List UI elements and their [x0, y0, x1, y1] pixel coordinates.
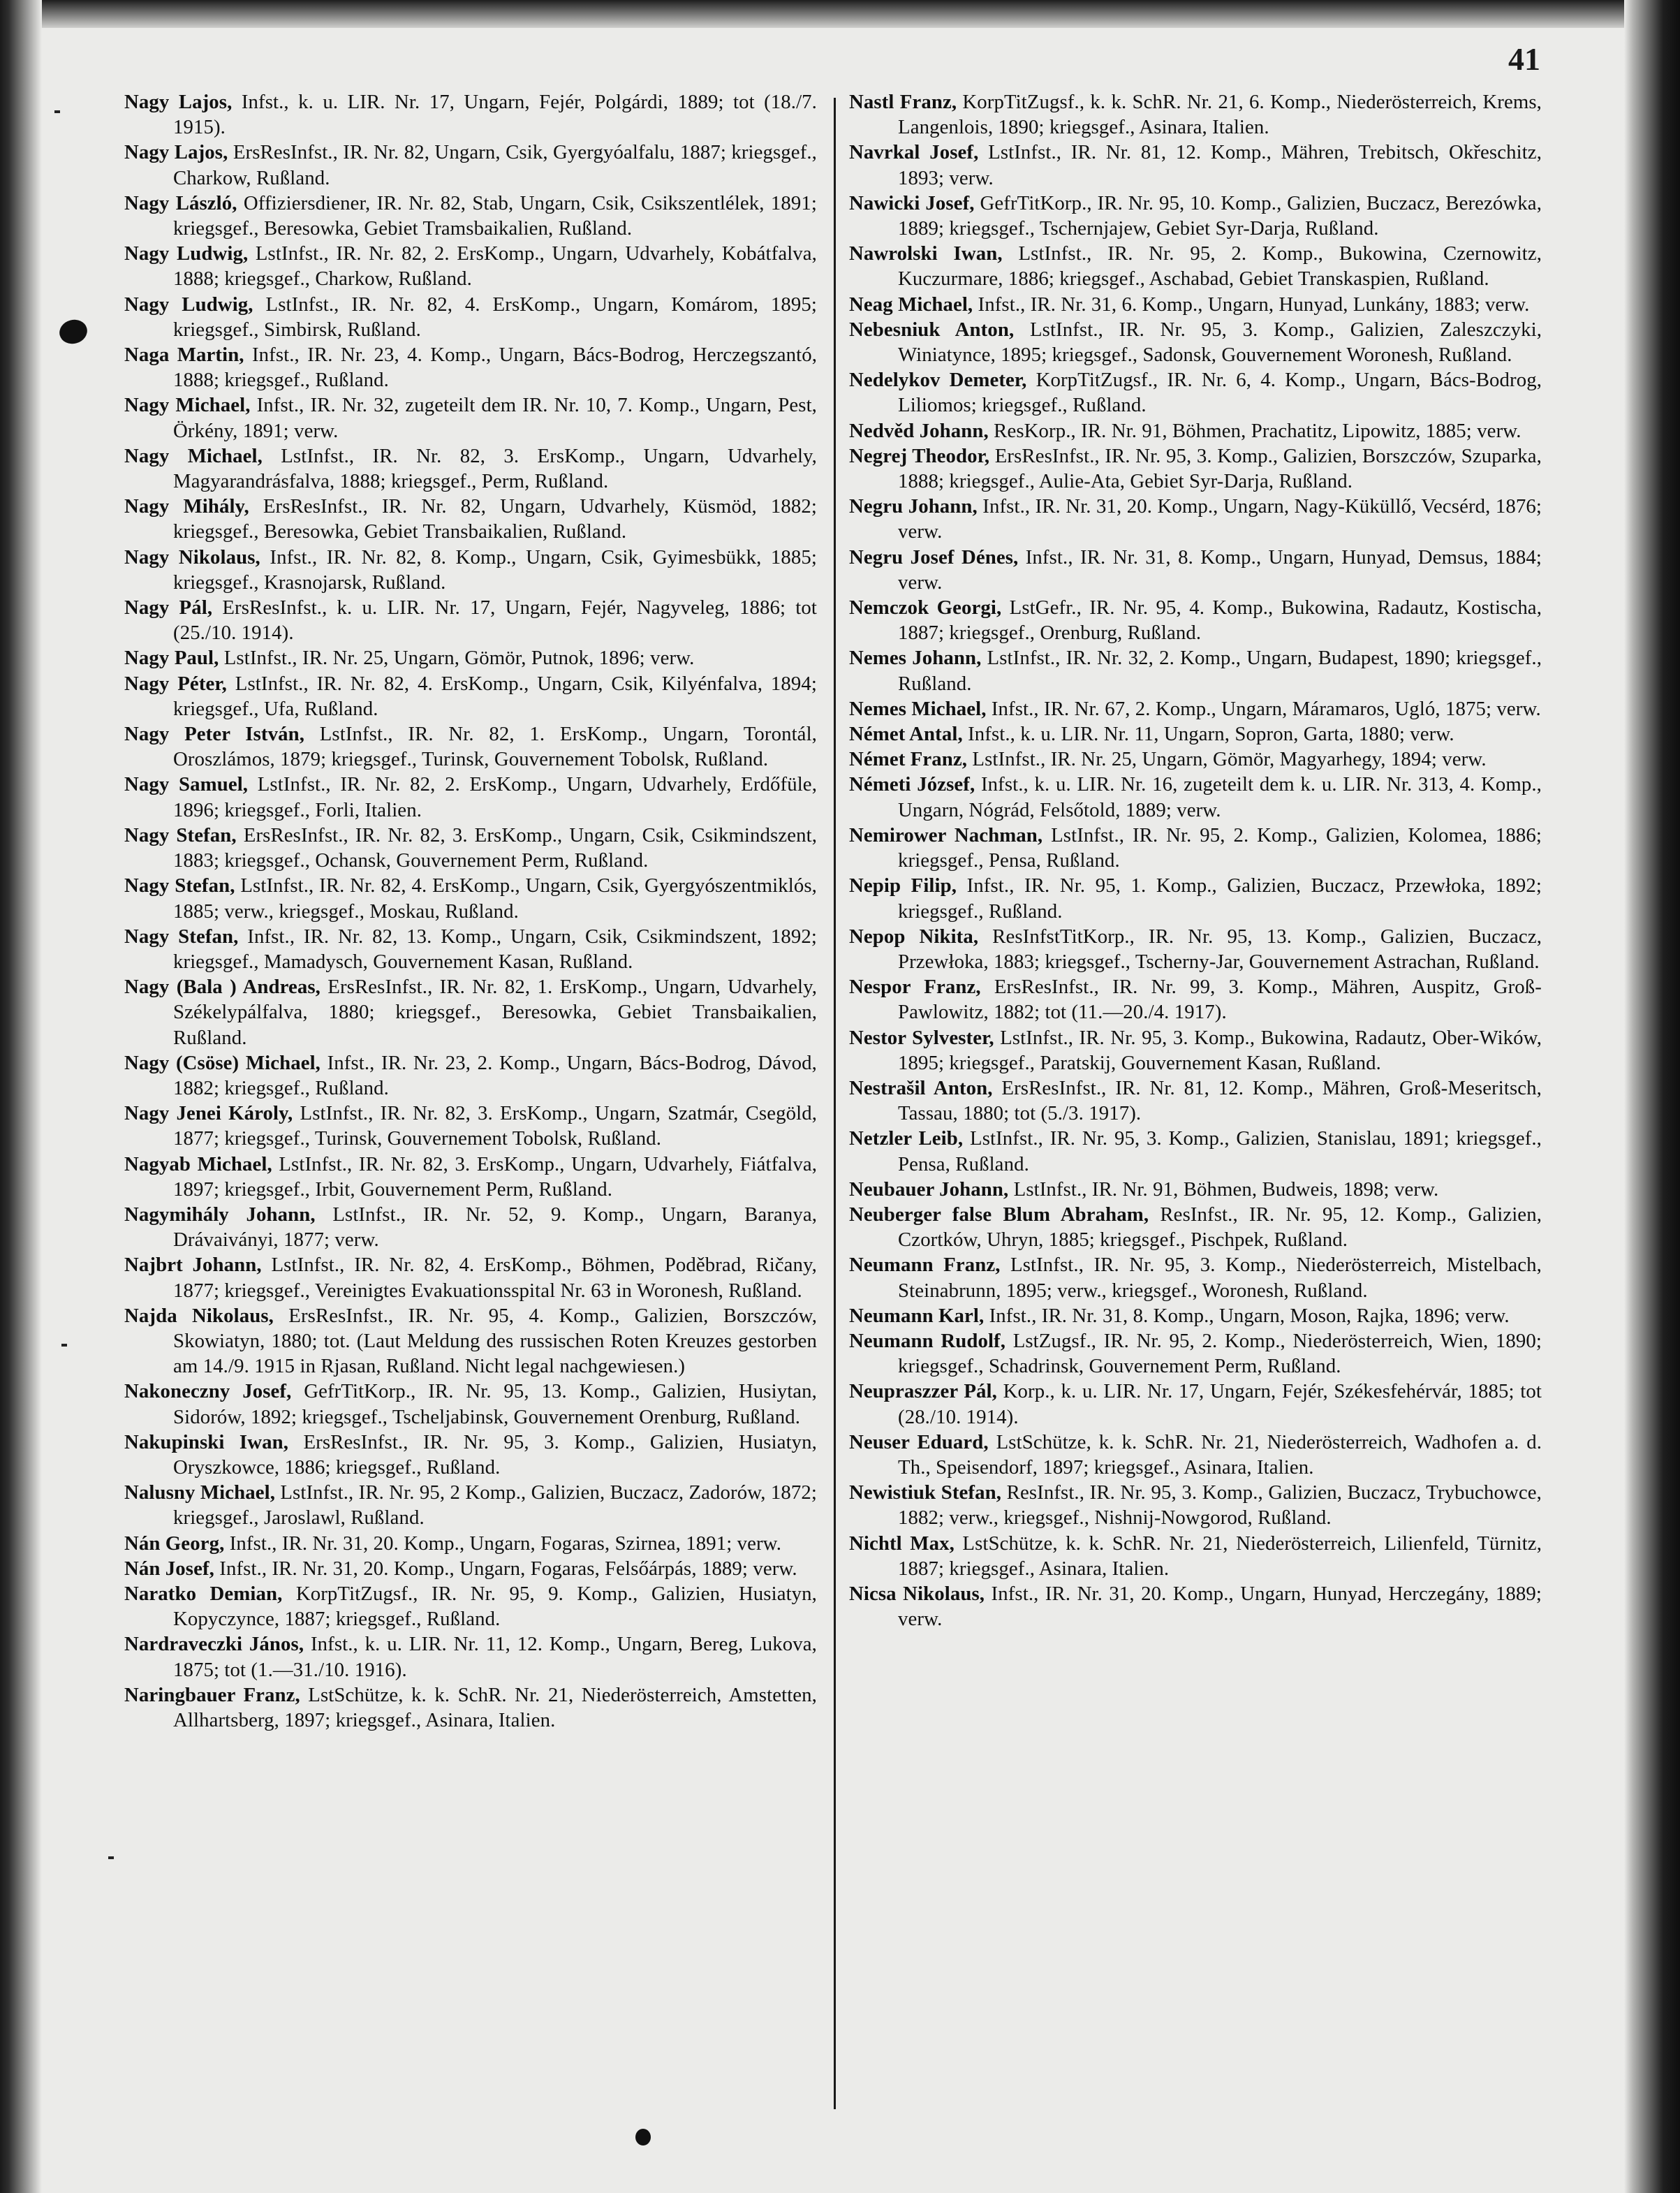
entry	[124, 1202, 817, 1252]
entry	[849, 140, 1542, 190]
entry-name: Nestrašil Anton,	[849, 1076, 993, 1099]
entry-name: Nagy Michael,	[124, 394, 251, 417]
entry-name: Nagymihály Johann,	[124, 1203, 316, 1226]
entry	[849, 1430, 1542, 1480]
entry-name: Naga Martin,	[124, 344, 244, 367]
scan-edge-top	[0, 0, 1680, 28]
entry-name: Najbrt Johann,	[124, 1254, 262, 1277]
entry	[124, 1252, 817, 1303]
entry	[124, 823, 817, 873]
entry-details: LstZugsf., IR. Nr. 95, 2. Komp., Niederösterreich, Wien, 1890; kriegsgef., Schadrinsk, Gouvernement Perm, Rußland.	[898, 1329, 1542, 1378]
entry	[849, 545, 1542, 595]
entry-name: Nestor Sylvester,	[849, 1026, 994, 1049]
entry-name: Nepip Filip,	[849, 874, 957, 897]
entry-name: Nebesniuk Anton,	[849, 318, 1015, 341]
entry-name: Nagyab Michael,	[124, 1152, 272, 1175]
entry-name: Navrkal Josef,	[849, 141, 979, 164]
entry	[124, 140, 817, 190]
entry	[849, 1581, 1542, 1631]
entry-details: KorpTitZugsf., k. k. SchR. Nr. 21, 6. Komp., Niederösterreich, Krems, Langenlois, 1890; kriegsgef., Asinara, Italien.	[898, 91, 1542, 139]
entry-details: LstInfst., IR. Nr. 82, 4. ErsKomp., Ungarn, Komárom, 1895; kriegsgef., Simbirsk, Rußland.	[173, 293, 817, 341]
page-number: 41	[1508, 41, 1540, 77]
entry-name: Nagy (Bala ) Andreas,	[124, 976, 320, 999]
entry-name: Nakoneczny Josef,	[124, 1380, 292, 1403]
entry	[124, 1101, 817, 1151]
ink-blot-mark	[57, 316, 89, 346]
entry	[124, 1531, 817, 1556]
entry-details: ResInfst., IR. Nr. 95, 3. Komp., Galizien, Buczacz, Trybuchowce, 1882; verw., kriegsgef., Nishnij-Nowgorod, Rußland.	[898, 1481, 1542, 1530]
entry	[849, 645, 1542, 696]
entry-details: Infst., IR. Nr. 31, 20. Komp., Ungarn, Nagy-Küküllő, Vecsérd, 1876; verw.	[898, 495, 1542, 543]
entry	[849, 747, 1542, 772]
entry-name: Nagy Ludwig,	[124, 242, 249, 265]
entry-name: Német Antal,	[849, 723, 963, 746]
entry-details: Infst., IR. Nr. 95, 1. Komp., Galizien, Buczacz, Przewłoka, 1892; kriegsgef., Rußland.	[898, 874, 1542, 923]
entry-details: ResInfstTitKorp., IR. Nr. 95, 13. Komp., Galizien, Buczacz, Przewłoka, 1883; kriegsgef., Tscherny-Jar, Gouvernement Astrachan, Rußland.	[898, 925, 1542, 973]
scan-speck	[108, 1856, 114, 1859]
entry-name: Netzler Leib,	[849, 1127, 964, 1150]
entry-details: LstInfst., IR. Nr. 82, 4. ErsKomp., Ungarn, Csik, Gyergyószentmiklós, 1885; verw., kriegsgef., Moskau, Rußland.	[173, 874, 817, 923]
entry-details: LstInfst., IR. Nr. 82, 2. ErsKomp., Ungarn, Udvarhely, Erdőfüle, 1896; kriegsgef., Forli, Italien.	[173, 773, 817, 821]
scan-speck	[54, 110, 60, 113]
entry	[849, 1379, 1542, 1429]
entry	[849, 721, 1542, 747]
entry-name: Nichtl Max,	[849, 1532, 955, 1555]
entry-name: Nepop Nikita,	[849, 925, 979, 948]
entry-details: LstInfst., IR. Nr. 82, 4. ErsKomp., Böhmen, Poděbrad, Ričany, 1877; kriegsgef., Vereinigtes Evakuationsspital Nr. 63 in Woronesh, Rußland.	[173, 1254, 817, 1302]
entry	[124, 721, 817, 772]
entry	[124, 595, 817, 645]
entry-name: Neuser Eduard,	[849, 1430, 989, 1453]
entry-details: LstInfst., IR. Nr. 81, 12. Komp., Mähren, Trebitsch, Okřeschitz, 1893; verw.	[898, 141, 1542, 189]
entry	[849, 696, 1542, 721]
entry	[849, 1480, 1542, 1530]
entry-name: Nagy Pál,	[124, 596, 213, 619]
entry-details: LstInfst., IR. Nr. 91, Böhmen, Budweis, 1898; verw.	[1013, 1178, 1439, 1201]
entry	[849, 443, 1542, 494]
entry-name: Nagy Péter,	[124, 672, 227, 695]
entry-details: ErsResInfst., IR. Nr. 82, Ungarn, Csik, Gyergyóalfalu, 1887; kriegsgef., Charkow, Rußland.	[173, 141, 817, 189]
entry	[124, 342, 817, 393]
entry	[124, 393, 817, 443]
entry	[124, 1682, 817, 1733]
entry	[124, 1581, 817, 1631]
entry-name: Nicsa Nikolaus,	[849, 1582, 985, 1605]
entry	[849, 924, 1542, 974]
entry-details: LstGefr., IR. Nr. 95, 4. Komp., Bukowina, Radautz, Kostischa, 1887; kriegsgef., Orenburg, Rußland.	[898, 596, 1542, 645]
entry-name: Nawrolski Iwan,	[849, 242, 1003, 265]
entry-name: Nedvěd Johann,	[849, 419, 989, 442]
entry-details: KorpTitZugsf., IR. Nr. 6, 4. Komp., Ungarn, Bács-Bodrog, Liliomos; kriegsgef., Rußland.	[898, 369, 1542, 417]
entry-name: Nagy Stefan,	[124, 874, 235, 897]
entry-name: Nagy Peter István,	[124, 723, 305, 746]
scan-edge-left	[0, 0, 42, 2193]
entry	[124, 494, 817, 544]
entry	[124, 1379, 817, 1429]
entry-details: KorpTitZugsf., IR. Nr. 95, 9. Komp., Galizien, Husiatyn, Kopyczynce, 1887; kriegsgef., Rußland.	[173, 1582, 817, 1631]
entry-name: Nemes Michael,	[849, 697, 987, 720]
entry-details: ErsResInfst., IR. Nr. 82, Ungarn, Udvarhely, Küsmöd, 1882; kriegsgef., Beresowka, Gebiet Transbaikalien, Rußland.	[173, 495, 817, 543]
entry-details: LstInfst., IR. Nr. 82, 3. ErsKomp., Ungarn, Udvarhely, Magyarandrásfalva, 1888; kriegsgef., Perm, Rußland.	[173, 444, 817, 493]
entry	[124, 1303, 817, 1379]
entry-details: Infst., IR. Nr. 82, 13. Komp., Ungarn, Csik, Csikmindszent, 1892; kriegsgef., Mamadysch, Gouvernement Kasan, Rußland.	[173, 925, 817, 973]
entry-name: Német Franz,	[849, 748, 968, 771]
entry	[849, 191, 1542, 241]
entry-details: LstInfst., IR. Nr. 52, 9. Komp., Ungarn, Baranya, Drávaiványi, 1877; verw.	[173, 1203, 818, 1252]
entry-details: Infst., IR. Nr. 31, 20. Komp., Ungarn, Fogaras, Szirnea, 1891; verw.	[229, 1532, 782, 1555]
entry	[849, 772, 1542, 822]
entry-details: Infst., IR. Nr. 67, 2. Komp., Ungarn, Máramaros, Ugló, 1875; verw.	[991, 697, 1541, 720]
entry	[849, 1531, 1542, 1581]
entry-details: ResInfst., IR. Nr. 95, 12. Komp., Galizien, Czortków, Uhryn, 1885; kriegsgef., Pischpek, Rußland.	[898, 1203, 1542, 1252]
entry-details: LstInfst., IR. Nr. 95, 2 Komp., Galizien, Buczacz, Zadorów, 1872; kriegsgef., Jaroslawl, Rußland.	[173, 1481, 817, 1530]
entry-name: Nagy Nikolaus,	[124, 545, 260, 569]
entry-details: Infst., IR. Nr. 31, 8. Komp., Ungarn, Hunyad, Demsus, 1884; verw.	[898, 545, 1542, 594]
entry	[124, 545, 817, 595]
entry-details: ErsResInfst., IR. Nr. 81, 12. Komp., Mähren, Groß-Meseritsch, Tassau, 1880; tot (5./3. 1917).	[898, 1076, 1542, 1125]
entry-name: Nardraveczki János,	[124, 1633, 304, 1656]
entry-details: GefrTitKorp., IR. Nr. 95, 10. Komp., Galizien, Buczacz, Berezówka, 1889; kriegsgef., Tschernjajew, Gebiet Syr-Darja, Rußland.	[898, 191, 1542, 240]
entry	[849, 1025, 1542, 1076]
entry-name: Naringbauer Franz,	[124, 1683, 300, 1706]
entry-details: LstInfst., IR. Nr. 95, 3. Komp., Niederösterreich, Mistelbach, Steinabrunn, 1895; verw., kriegsgef., Woronesh, Rußland.	[898, 1254, 1542, 1302]
entry-details: Infst., IR. Nr. 31, 6. Komp., Ungarn, Hunyad, Lunkány, 1883; verw.	[978, 293, 1530, 316]
entry-name: Naratko Demian,	[124, 1582, 283, 1605]
entry-details: LstInfst., IR. Nr. 82, 4. ErsKomp., Ungarn, Csik, Kilyénfalva, 1894; kriegsgef., Ufa, Rußland.	[173, 672, 818, 720]
entry-name: Nagy Michael,	[124, 444, 263, 467]
entry-details: Offiziersdiener, IR. Nr. 82, Stab, Ungarn, Csik, Csikszentlélek, 1891; kriegsgef., Beresowka, Gebiet Tramsbaikalien, Rußland.	[173, 191, 817, 240]
entry-details: Infst., IR. Nr. 82, 8. Komp., Ungarn, Csik, Gyimesbükk, 1885; kriegsgef., Krasnojarsk, Rußland.	[173, 545, 817, 594]
entry-details: LstInfst., IR. Nr. 82, 3. ErsKomp., Ungarn, Udvarhely, Fiátfalva, 1897; kriegsgef., Irbit, Gouvernement Perm, Rußland.	[173, 1152, 818, 1201]
entry	[849, 823, 1542, 873]
entry-name: Nagy László,	[124, 191, 237, 214]
entry-name: Nawicki Josef,	[849, 191, 975, 214]
entry-name: Nagy Jenei Károly,	[124, 1102, 293, 1125]
entry-details: Infst., IR. Nr. 23, 4. Komp., Ungarn, Bács-Bodrog, Herczegszantó, 1888; kriegsgef., Rußland.	[173, 344, 817, 392]
entry-details: ErsResInfst., IR. Nr. 95, 3. Komp., Galizien, Borszczów, Szuparka, 1888; kriegsgef., Aulie-Ata, Gebiet Syr-Darja, Rußland.	[898, 444, 1542, 493]
entry-details: LstInfst., IR. Nr. 95, 2. Komp., Bukowina, Czernowitz, Kuczurmare, 1886; kriegsgef., Aschabad, Gebiet Transkaspien, Rußland.	[898, 242, 1542, 291]
entry-name: Neumann Karl,	[849, 1304, 985, 1327]
entry	[124, 443, 817, 494]
entry-name: Nemczok Georgi,	[849, 596, 1002, 619]
entry-details: Infst., IR. Nr. 31, 20. Komp., Ungarn, Fogaras, Felsőárpás, 1889; verw.	[219, 1557, 797, 1580]
entry	[849, 1303, 1542, 1328]
entry-name: Negru Josef Dénes,	[849, 545, 1019, 569]
entry	[124, 1050, 817, 1101]
entry	[124, 292, 817, 342]
entry	[124, 924, 817, 974]
entry	[849, 1076, 1542, 1126]
entry	[124, 1556, 817, 1581]
entry-name: Nalusny Michael,	[124, 1481, 276, 1504]
entry-name: Nagy (Csöse) Michael,	[124, 1051, 320, 1074]
entry-details: LstInfst., IR. Nr. 25, Ungarn, Gömör, Putnok, 1896; verw.	[223, 647, 695, 670]
entry	[124, 1631, 817, 1682]
entry-details: ErsResInfst., IR. Nr. 95, 4. Komp., Galizien, Borszczów, Skowiatyn, 1880; tot. (Laut Meldung des russischen Roten Kreuzes gestorben am 14./9. 1915 in Rjasan, Rußland. Nicht legal nachgewiesen.)	[173, 1304, 817, 1378]
entry	[849, 1252, 1542, 1303]
entry-name: Németi József,	[849, 773, 975, 796]
entry-details: Infst., k. u. LIR. Nr. 16, zugeteilt dem k. u. LIR. Nr. 313, 4. Komp., Ungarn, Nógrád, Felsőtold, 1889; verw.	[898, 773, 1542, 821]
entry-details: GefrTitKorp., IR. Nr. 95, 13. Komp., Galizien, Husiytan, Sidorów, 1892; kriegsgef., Tscheljabinsk, Gouvernement Orenburg, Rußland.	[173, 1380, 817, 1428]
entry	[124, 1430, 817, 1480]
entry	[849, 595, 1542, 645]
entry-name: Neumann Rudolf,	[849, 1329, 1006, 1352]
entry-details: ErsResInfst., k. u. LIR. Nr. 17, Ungarn, Fejér, Nagyveleg, 1886; tot (25./10. 1914).	[173, 596, 817, 645]
entry	[124, 671, 817, 721]
entry-name: Newistiuk Stefan,	[849, 1481, 1002, 1504]
entry-details: LstInfst., IR. Nr. 95, 3. Komp., Galizien, Zaleszczyki, Winiatynce, 1895; kriegsgef., Sadonsk, Gouvernement Woronesh, Rußland.	[898, 318, 1542, 367]
entry-name: Neubauer Johann,	[849, 1178, 1009, 1201]
entry-details: LstInfst., IR. Nr. 82, 2. ErsKomp., Ungarn, Udvarhely, Kobátfalva, 1888; kriegsgef., Charkow, Rußland.	[173, 242, 817, 291]
entry-name: Najda Nikolaus,	[124, 1304, 274, 1327]
entry-name: Nastl Franz,	[849, 91, 957, 113]
entry-name: Neumann Franz,	[849, 1254, 1001, 1277]
column-divider	[834, 98, 836, 2109]
entry-name: Nespor Franz,	[849, 976, 981, 999]
entry-name: Nagy Paul,	[124, 647, 219, 670]
entry-name: Nemirower Nachman,	[849, 823, 1043, 846]
entry	[124, 873, 817, 923]
entry-details: ResKorp., IR. Nr. 91, Böhmen, Prachatitz, Lipowitz, 1885; verw.	[994, 419, 1521, 442]
entry	[124, 1480, 817, 1530]
entry-details: LstSchütze, k. k. SchR. Nr. 21, Niederösterreich, Wadhofen a. d. Th., Speisendorf, 1897; kriegsgef., Asinara, Italien.	[898, 1430, 1542, 1479]
entry-details: Infst., IR. Nr. 31, 20. Komp., Ungarn, Hunyad, Herczegány, 1889; verw.	[898, 1582, 1542, 1631]
right-column	[849, 89, 1542, 1631]
entry-details: LstSchütze, k. k. SchR. Nr. 21, Niederösterreich, Amstetten, Allhartsberg, 1897; kriegsgef., Asinara, Italien.	[173, 1683, 817, 1731]
entry-name: Nakupinski Iwan,	[124, 1430, 289, 1453]
entry	[124, 772, 817, 822]
entry-details: ErsResInfst., IR. Nr. 95, 3. Komp., Galizien, Husiatyn, Oryszkowce, 1886; kriegsgef., Rußland.	[173, 1430, 817, 1479]
entry-details: LstInfst., IR. Nr. 82, 3. ErsKomp., Ungarn, Szatmár, Csegöld, 1877; kriegsgef., Turinsk, Gouvernement Tobolsk, Rußland.	[173, 1102, 817, 1150]
entry-name: Nagy Lajos,	[124, 141, 228, 164]
scan-edge-right	[1624, 0, 1680, 2193]
entry-name: Nedelykov Demeter,	[849, 369, 1027, 392]
entry	[849, 1328, 1542, 1379]
entry-details: Infst., IR. Nr. 23, 2. Komp., Ungarn, Bács-Bodrog, Dávod, 1882; kriegsgef., Rußland.	[173, 1051, 817, 1099]
scan-speck	[61, 1344, 67, 1347]
entry-name: Neuberger false Blum Abraham,	[849, 1203, 1149, 1226]
entry	[849, 494, 1542, 544]
entry	[124, 241, 817, 291]
entry-details: LstInfst., IR. Nr. 32, 2. Komp., Ungarn, Budapest, 1890; kriegsgef., Rußland.	[898, 647, 1542, 695]
entry-name: Nagy Stefan,	[124, 823, 237, 846]
entry-details: ErsResInfst., IR. Nr. 82, 3. ErsKomp., Ungarn, Csik, Csikmindszent, 1883; kriegsgef., Ochansk, Gouvernement Perm, Rußland.	[173, 823, 818, 872]
entry-details: Infst., k. u. LIR. Nr. 11, 12. Komp., Ungarn, Bereg, Lukova, 1875; tot (1.—31./10. 1916).	[173, 1633, 817, 1681]
entry-name: Nagy Samuel,	[124, 773, 249, 796]
entry	[849, 873, 1542, 923]
entry-name: Neag Michael,	[849, 293, 973, 316]
entry	[849, 1177, 1542, 1202]
entry-details: LstSchütze, k. k. SchR. Nr. 21, Niederösterreich, Lilienfeld, Türnitz, 1887; kriegsgef., Asinara, Italien.	[898, 1532, 1542, 1580]
entry-details: LstInfst., IR. Nr. 82, 1. ErsKomp., Ungarn, Torontál, Oroszlámos, 1879; kriegsgef., Turinsk, Gouvernement Tobolsk, Rußland.	[173, 723, 817, 771]
entry	[849, 418, 1542, 443]
entry-details: Infst., IR. Nr. 31, 8. Komp., Ungarn, Moson, Rajka, 1896; verw.	[989, 1304, 1510, 1327]
entry-name: Nán Josef,	[124, 1557, 214, 1580]
entry-details: LstInfst., IR. Nr. 95, 3. Komp., Bukowina, Radautz, Ober-Wików, 1895; kriegsgef., Paratskij, Gouvernement Kasan, Rußland.	[898, 1026, 1542, 1074]
entry	[849, 241, 1542, 291]
entry	[124, 89, 817, 140]
entry-name: Nemes Johann,	[849, 647, 982, 670]
entry-name: Nagy Stefan,	[124, 925, 239, 948]
entry-name: Negru Johann,	[849, 495, 978, 518]
entry	[849, 89, 1542, 140]
left-column	[124, 89, 817, 1733]
entry	[849, 974, 1542, 1025]
entry-details: Infst., k. u. LIR. Nr. 17, Ungarn, Fejér, Polgárdi, 1889; tot (18./7. 1915).	[173, 91, 817, 139]
entry-details: LstInfst., IR. Nr. 95, 2. Komp., Galizien, Kolomea, 1886; kriegsgef., Pensa, Rußland.	[898, 823, 1542, 872]
entry-details: Korp., k. u. LIR. Nr. 17, Ungarn, Fejér, Székesfehérvár, 1885; tot (28./10. 1914).	[898, 1380, 1542, 1428]
entry	[849, 292, 1542, 317]
entry	[124, 1152, 817, 1202]
entry	[849, 367, 1542, 418]
entry-name: Nagy Mihály,	[124, 495, 249, 518]
entry-details: LstInfst., IR. Nr. 95, 3. Komp., Galizien, Stanislau, 1891; kriegsgef., Pensa, Rußland.	[898, 1127, 1542, 1175]
ink-dot-mark	[635, 2129, 651, 2146]
entry-details: ErsResInfst., IR. Nr. 82, 1. ErsKomp., Ungarn, Udvarhely, Székelypálfalva, 1880; kriegsgef., Beresowka, Gebiet Transbaikalien, Rußland.	[173, 976, 817, 1049]
entry-name: Neupraszzer Pál,	[849, 1380, 997, 1403]
entry-name: Nán Georg,	[124, 1532, 225, 1555]
entry	[849, 317, 1542, 367]
entry-details: ErsResInfst., IR. Nr. 99, 3. Komp., Mähren, Auspitz, Groß-Pawlowitz, 1882; tot (11.—20./4. 1917).	[898, 976, 1542, 1024]
entry-name: Nagy Lajos,	[124, 91, 233, 113]
entry-name: Negrej Theodor,	[849, 444, 990, 467]
entry	[124, 974, 817, 1050]
entry	[124, 191, 817, 241]
entry	[849, 1126, 1542, 1176]
entry	[124, 645, 817, 670]
entry-details: LstInfst., IR. Nr. 25, Ungarn, Gömör, Magyarhegy, 1894; verw.	[972, 748, 1487, 771]
entry	[849, 1202, 1542, 1252]
entry-details: Infst., k. u. LIR. Nr. 11, Ungarn, Sopron, Garta, 1880; verw.	[968, 723, 1454, 746]
entry-details: Infst., IR. Nr. 32, zugeteilt dem IR. Nr. 10, 7. Komp., Ungarn, Pest, Örkény, 1891; verw.	[173, 394, 817, 442]
entry-name: Nagy Ludwig,	[124, 293, 253, 316]
